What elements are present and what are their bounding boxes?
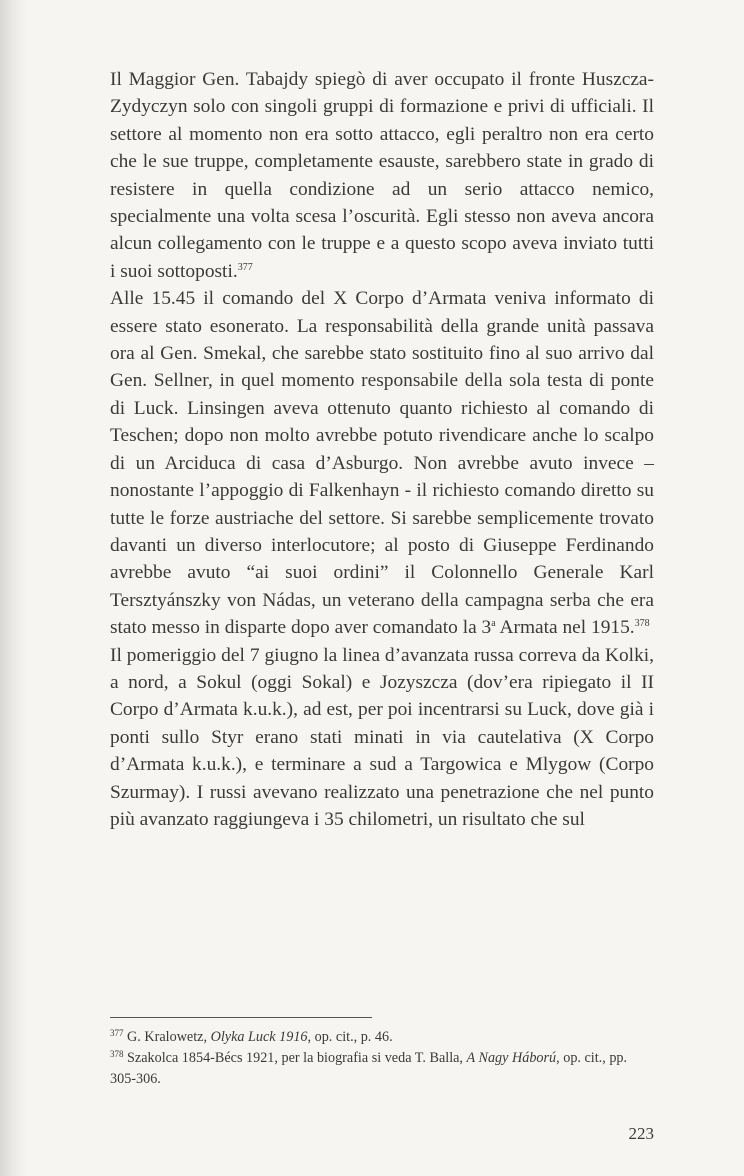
- paragraph-2: [110, 285, 654, 641]
- page-edge-shadow: [0, 0, 28, 1176]
- superscript: 377: [237, 261, 253, 273]
- paragraph-1: [110, 66, 654, 285]
- superscript: 378: [634, 618, 650, 630]
- text-run: G. Kralowetz,: [123, 1029, 211, 1045]
- body-text: [110, 66, 654, 833]
- italic-title: A Nagy Háború: [466, 1050, 557, 1066]
- footnotes: [110, 1027, 654, 1090]
- superscript: 377: [110, 1028, 124, 1038]
- text-run: , op. cit., pp. 305-306.: [110, 1050, 628, 1087]
- text-run: Szakolca 1854-Bécs 1921, per la biografia si veda T. Balla,: [123, 1050, 467, 1066]
- text-run: Il Maggior Gen. Tabajdy spiegò di aver occupato il fronte Huszcza-Zydyczyn solo con singoli gruppi di formazione e privi di ufficiali. Il settore al momento non era sotto attacco, egli peraltro non era certo che le sue truppe, completamente esauste, sarebbero state in grado di resistere in quella condizione ad un serio attacco nemico, specialmente una volta scesa l’oscurità. Egli stesso non aveva ancora alcun collegamento con le truppe e a questo scopo aveva inviato tutti i suoi sottoposti.: [110, 69, 654, 282]
- footnote-378: [110, 1048, 654, 1090]
- text-run: , op. cit., p. 46.: [307, 1029, 393, 1045]
- paragraph-3: [110, 642, 654, 834]
- italic-title: Olyka Luck 1916: [210, 1029, 308, 1045]
- footnote-separator: [110, 1017, 372, 1018]
- page-number: 223: [628, 1124, 654, 1143]
- text-run: Alle 15.45 il comando del X Corpo d’Armata veniva informato di essere stato esonerato. La responsabilità della grande unità passava ora al Gen. Smekal, che sarebbe stato sostituito fino al suo arrivo dal Gen. Sellner, in quel momento responsabile della sola testa di ponte di Luck. Linsingen aveva ottenuto quanto richiesto al comando di Teschen; dopo non molto avrebbe potuto rivendicare anche lo scalpo di un Arciduca di casa d’Asburgo. Non avrebbe avuto invece – nonostante l’appoggio di Falkenhayn - il richiesto comando diretto su tutte le forze austriache del settore. Si sarebbe semplicemente trovato davanti un diverso interlocutore; al posto di Giuseppe Ferdinando avrebbe avuto “ai suoi ordini” il Colonnello Generale Karl Tersztyánszky von Nádas, un veterano della campagna serba che era stato messo in disparte dopo aver comandato la 3: [110, 288, 654, 639]
- superscript: a: [491, 618, 496, 630]
- text-run: Il pomeriggio del 7 giugno la linea d’avanzata russa correva da Kolki, a nord, a Sokul (oggi Sokal) e Jozyszcza (dov’era ripiegato il II Corpo d’Armata k.u.k.), ad est, per poi incentrarsi su Luck, dove già i ponti sullo Styr erano stati minati in via cautelativa (X Corpo d’Armata k.u.k.), e terminare a sud a Targowica e Mlygow (Corpo Szurmay). I russi avevano realizzato una penetrazione che nel punto più avanzato raggiungeva i 35 chilometri, un risultato che sul: [110, 644, 654, 830]
- text-run: Armata nel 1915.: [495, 617, 635, 639]
- footnote-377: [110, 1027, 654, 1048]
- superscript: 378: [110, 1049, 124, 1059]
